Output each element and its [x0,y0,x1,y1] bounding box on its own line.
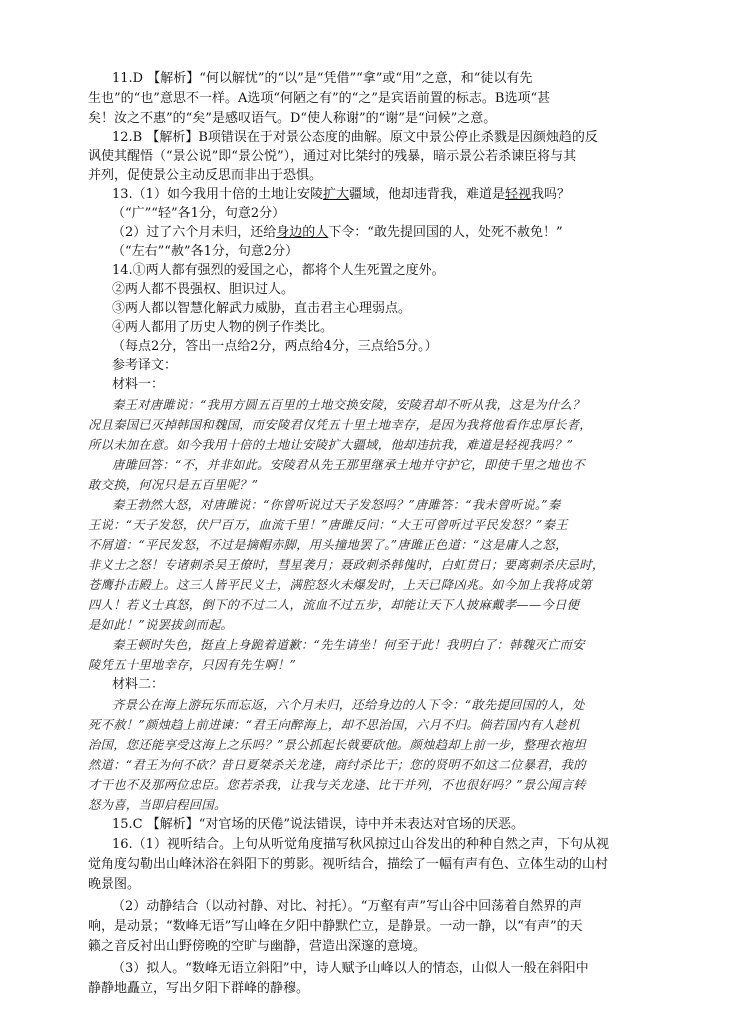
material-2-line: 才干也不及那两位忠臣。您若杀我，让我与关龙逄、比干并列，不也很好吗？”景公闻言转 [88,778,586,792]
material-1-line: 陵凭五十里地幸存，只因有先生啊！” [88,658,297,672]
q15-answer: 15.C 【解析】“对官场的厌倦”说法错误，诗中并未表达对官场的厌恶。 [112,817,525,832]
q13-score-2: （“左右”“赦”各1分，句意2分） [112,244,299,259]
text-line: 生也”的“也”意思不一样。A选项“何陋之有”的“之”是宾语前置的标志。B选项“甚 [88,91,551,106]
q16-line: 觉角度勾勒出山峰沐浴在斜阳下的剪影。视听结合，描绘了一幅有声有色、立体生动的山村 [88,857,609,872]
material-2-line: 死不赦！”颜烛趋上前进谏：“君王向醉海上，却不思治国，六月不归。倘若国内有人趁机 [88,718,580,732]
material-1-line: 秦王对唐雎说：“我用方圆五百里的土地交换安陵，安陵君却不听从我，这是为什么？ [112,398,585,412]
material-1-line: 秦王顿时失色，挺直上身跪着道歉：“先生请坐！何至于此！我明白了：韩魏灭亡而安 [112,638,585,652]
material-2-line: 齐景公在海上游玩乐而忘返，六个月未归，还给身边的人下令：“敢先提回国的人，处 [112,698,585,712]
material-1-line: 苍鹰扑击殿上。这三人皆平民义士，满腔怒火未爆发时，上天已降凶兆。如今加上我将成第 [88,578,592,592]
material-2-heading: 材料二： [112,677,165,692]
translation-heading: 参考译文： [112,358,178,373]
q14-point: 14.①两人都有强烈的爱国之心，都将个人生死置之度外。 [112,263,445,278]
text-line: 12.B 【解析】B项错误在于对景公态度的曲解。原文中景公停止杀戮是因颜烛趋的反 [112,130,598,145]
q16-line: （3）拟人。“数峰无语立斜阳”中，诗人赋予山峰以人的情态，山似人一般在斜阳中 [112,961,589,976]
material-2-line: 怒为喜，当即启程回国。 [88,798,227,812]
material-1-line: 非义士之怒！专诸刺杀吴王僚时，彗星袭月；聂政刺杀韩傀时，白虹贯日；要离刺杀庆忌时， [88,558,605,572]
q13-answer-2: （2）过了六个月未归，还给身边的人下令：“敢先提回国的人，处死不赦免！” [112,225,563,240]
q14-point: ③两人都以智慧化解武力威胁，直击君主心理弱点。 [112,301,412,316]
material-1-line: 王说：“天子发怒，伏尸百万，血流千里！”唐雎反问：“大王可曾听过平民发怒？”秦王 [88,518,568,532]
material-1-line: 所以未加在意。如今我用十倍的土地让安陵扩大疆域，他却违抗我，难道是轻视我吗？” [88,438,574,452]
material-2-line: 然道：“君王为何不砍？昔日夏桀杀关龙逄，商纣杀比干；您的贤明不如这二位暴君，我的 [88,758,586,772]
q16-line: 晚景图。 [88,877,141,892]
text-line: 11.D 【解析】“何以解忧”的“以”是“凭借”“拿”或“用”之意，和“徒以有先 [112,71,533,86]
material-2-line: 治国，您还能享受这海上之乐吗？”景公抓起长戟要砍他。颜烛趋却上前一步，整理衣袍坦 [88,738,586,752]
material-1-line: 秦王勃然大怒，对唐雎说：“你曾听说过天子发怒吗？”唐雎答：“我未曾听说。”秦 [112,498,561,512]
material-1-line: 况且秦国已灭掉韩国和魏国，而安陵君仅凭五十里土地幸存，是因为我将他看作忠厚长者， [88,418,592,432]
text-line: 矣！汝之不惠”的“矣”是感叹语气。D“使人称谢”的“谢”是“问候”之意。 [88,111,497,126]
q16-line: 16.（1）视听结合。上句从听觉角度描写秋风掠过山谷发出的种种自然之声，下句从视 [112,837,609,852]
text-line: 并列，促使景公主动反思而非出于恐惧。 [88,168,323,183]
material-1-line: 四人！若义士真怒，倒下的不过二人，流血不过五步，却能让天下人披麻戴孝——今日便 [88,598,580,612]
q13-answer-1: 13.（1）如今我用十倍的土地让安陵扩大疆域，他却违背我，难道是轻视我吗？ [112,187,571,202]
q14-score: （每点2分，答出一点给2分，两点给4分，三点给5分。） [112,339,438,354]
q16-line: 籁之音反衬出山野傍晚的空旷与幽静，营造出深邃的意境。 [88,939,427,954]
material-1-line: 唐雎回答：“不，并非如此。安陵君从先王那里继承土地并守护它，即使千里之地也不 [112,458,585,472]
q14-point: ②两人都不畏强权、胆识过人。 [112,282,295,297]
q16-line: 静静地矗立，写出夕阳下群峰的静穆。 [88,981,310,996]
text-line: 讽使其醒悟（“景公说”即“景公悦”），通过对比桀纣的残暴，暗示景公若杀谏臣将与其 [88,149,577,164]
q14-point: ④两人都用了历史人物的例子作类比。 [112,320,334,335]
material-1-line: 不屑道：“平民发怒，不过是摘帽赤脚，用头撞地罢了。”唐雎正色道：“这是庸人之怒， [88,538,568,552]
material-1-heading: 材料一： [112,377,165,392]
material-1-line: 是如此！”说罢拔剑而起。 [88,618,234,632]
material-1-line: 敢交换，何况只是五百里呢？” [88,478,259,492]
q13-score-1: （“广”“轻”各1分，句意2分） [112,206,286,221]
q16-line: 响，是动景；“数峰无语”写山峰在夕阳中静默伫立，是静景。一动一静，以“有声”的天 [88,919,583,934]
q16-line: （2）动静结合（以动衬静、对比、衬托）。“万壑有声”写山谷中回荡着自然界的声 [112,899,583,914]
